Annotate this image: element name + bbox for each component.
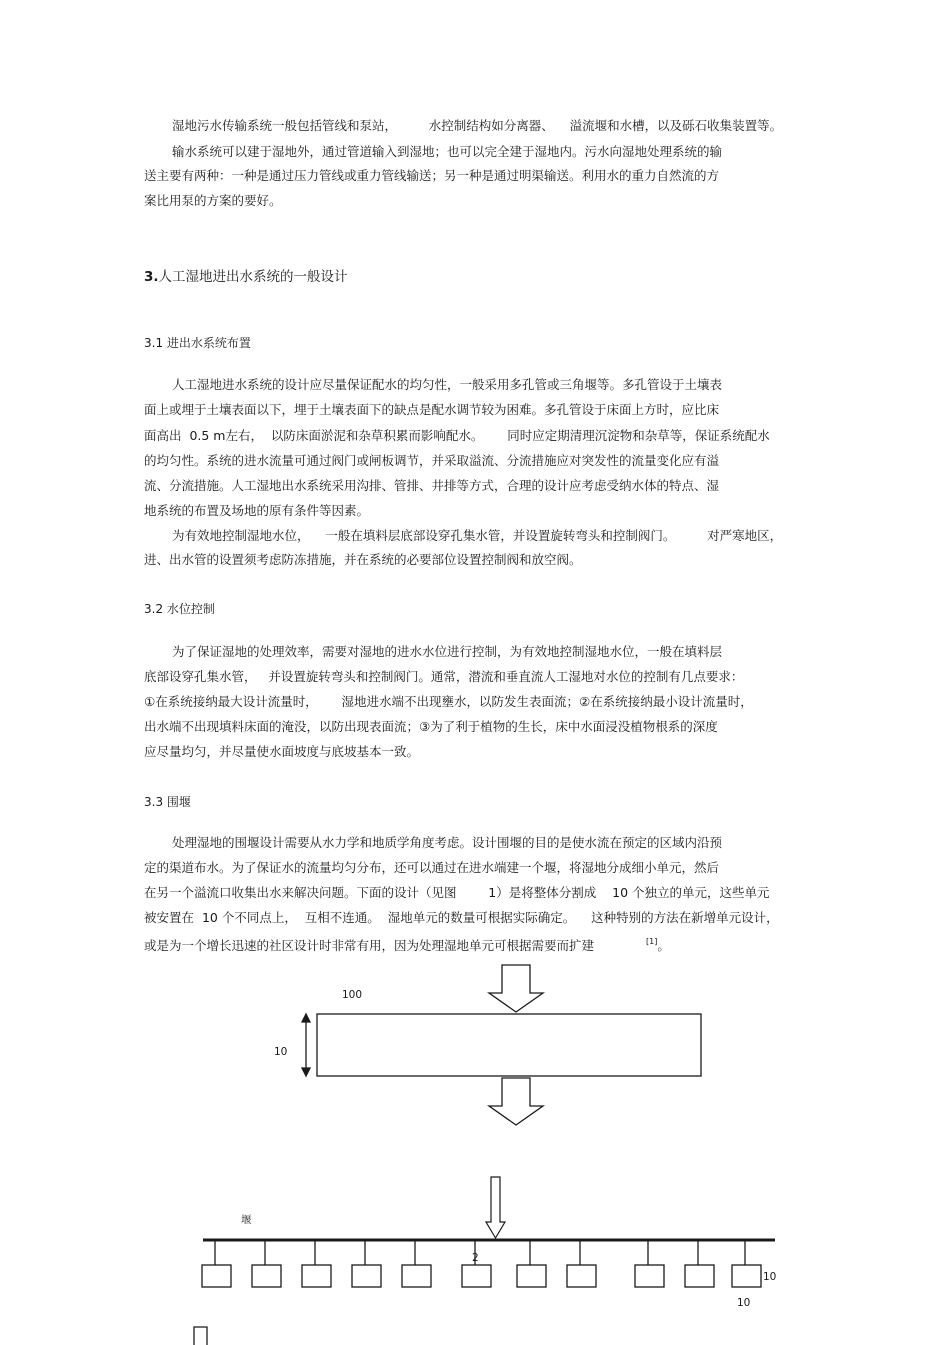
weir-label: 堰 bbox=[241, 1214, 252, 1226]
cell-size-label: 10 bbox=[737, 1297, 751, 1309]
intro-paragraph-1: 湿地污水传输系统一般包括管线和泵站， 水控制结构如分离器、 溢流堰和水槽，以及砾石收集装置等。 bbox=[172, 118, 783, 133]
wetland-cell bbox=[402, 1265, 431, 1287]
s31-line-7: 为有效地控制湿地水位， 一般在填料层底部设穿孔集水管，并设置旋转弯头和控制阀门。 对严寒地区， bbox=[172, 528, 783, 543]
s31-line-4: 的均匀性。系统的进水流量可通过阀门或闸板调节，并采取溢流、分流措施应对突发性的流量变化应有溢 bbox=[144, 453, 720, 468]
s31-line-1: 人工湿地进水系统的设计应尽量保证配水的均匀性，一般采用多孔管或三角堰等。多孔管设于土壤表 bbox=[172, 377, 723, 392]
intro-paragraph-2-line-2: 送主要有两种：一种是通过压力管线或重力管线输送；另一种是通过明渠输送。利用水的重力自然流的方 bbox=[144, 168, 720, 183]
s31-line-3: 面高出 0.5 m左右， 以防床面淤泥和杂草积累而影响配水。 同时应定期清理沉淀物和杂草等，保证系统配水 bbox=[144, 428, 770, 443]
wetland-cell bbox=[732, 1265, 761, 1287]
intro-paragraph-2-line-1: 输水系统可以建于湿地外，通过管道输入到湿地；也可以完全建于湿地内。污水向湿地处理系统的输 bbox=[172, 144, 723, 159]
wetland-cell bbox=[462, 1265, 491, 1287]
s33-line-3: 在另一个溢流口收集出水来解决问题。下面的设计（见图 1）是将整体分割成 10 个独立的单元，这些单元 bbox=[144, 885, 770, 900]
intro-paragraph-2-line-3: 案比用泵的方案的要好。 bbox=[144, 193, 282, 208]
s33-line-1: 处理湿地的围堰设计需要从水力学和地质学角度考虑。设计围堰的目的是使水流在预定的区域内沿预 bbox=[172, 835, 723, 850]
cell-count-label: 10 bbox=[763, 1271, 777, 1283]
s32-line-3: ①在系统接纳最大设计流量时， 湿地进水端不出现壅水，以防发生表面流；②在系统接纳最小设计流量时， bbox=[144, 694, 753, 709]
s31-line-2: 面上或埋于土壤表面以下，埋于土壤表面下的缺点是配水调节较为困难。多孔管设于床面上方时，应比床 bbox=[144, 402, 720, 417]
s33-line-2: 定的渠道布水。为了保证水的流量均匀分布，还可以通过在进水端建一个堰，将湿地分成细小单元，然后 bbox=[144, 860, 720, 875]
outflow-arrow bbox=[489, 1078, 543, 1125]
citation-ref: [1] bbox=[646, 937, 658, 946]
section-3-title: 人工湿地进出水系统的一般设计 bbox=[158, 269, 348, 285]
s32-line-4: 出水端不出现填料床面的淹没，以防出现表面流；③为了利于植物的生长，床中水面浸没植物根系的深度 bbox=[144, 719, 718, 734]
wetland-cell bbox=[302, 1265, 331, 1287]
width-label: 100 bbox=[342, 989, 363, 1001]
s33-line-4: 被安置在 10 个不同点上， 互相不连通。 湿地单元的数量可根据实际确定。 这种特别的方法在新增单元设计， bbox=[144, 910, 779, 925]
section-3-3-title: 3.3 围堰 bbox=[144, 795, 191, 809]
outflow-arrow-bottom bbox=[194, 1327, 207, 1345]
s33-line-5-end: 。 bbox=[657, 938, 670, 953]
inflow-arrow-top bbox=[489, 965, 543, 1012]
s32-line-2: 底部设穿孔集水管， 并设置旋转弯头和控制阀门。通常，潜流和垂直流人工湿地对水位的控制有几点要求： bbox=[144, 669, 744, 684]
height-label: 10 bbox=[274, 1046, 288, 1058]
s31-line-8: 进、出水管的设置须考虑防冻措施，并在系统的必要部位设置控制阀和放空阀。 bbox=[144, 552, 582, 567]
s32-line-1: 为了保证湿地的处理效率，需要对湿地的进水水位进行控制，为有效地控制湿地水位，一般在填料层 bbox=[172, 644, 723, 659]
section-3-1-title: 3.1 进出水系统布置 bbox=[144, 336, 251, 350]
inlet-label: 2 bbox=[472, 1252, 479, 1264]
wetland-cell bbox=[252, 1265, 281, 1287]
dimension-arrowhead-top bbox=[302, 1014, 310, 1022]
inlet-arrow-weir bbox=[486, 1177, 505, 1238]
s33-line-5-text: 或是为一个增长迅速的社区设计时非常有用，因为处理湿地单元可根据需要而扩建 bbox=[144, 938, 595, 953]
wetland-cell bbox=[567, 1265, 596, 1287]
wetland-cell bbox=[517, 1265, 546, 1287]
wetland-cell bbox=[202, 1265, 231, 1287]
s31-line-5: 流、分流措施。人工湿地出水系统采用沟排、管排、井排等方式，合理的设计应考虑受纳水体的特点、湿 bbox=[144, 478, 720, 493]
section-3-number: 3. bbox=[144, 269, 159, 285]
wetland-cell bbox=[352, 1265, 381, 1287]
s32-line-5: 应尽量均匀，并尽量使水面坡度与底坡基本一致。 bbox=[144, 744, 420, 759]
section-3-2-title: 3.2 水位控制 bbox=[144, 602, 215, 616]
wetland-cell-rect bbox=[317, 1014, 701, 1076]
wetland-cell bbox=[685, 1265, 714, 1287]
s31-line-6: 地系统的布置及场地的原有条件等因素。 bbox=[144, 503, 370, 518]
wetland-cell bbox=[635, 1265, 664, 1287]
dimension-arrowhead-bottom bbox=[302, 1068, 310, 1076]
